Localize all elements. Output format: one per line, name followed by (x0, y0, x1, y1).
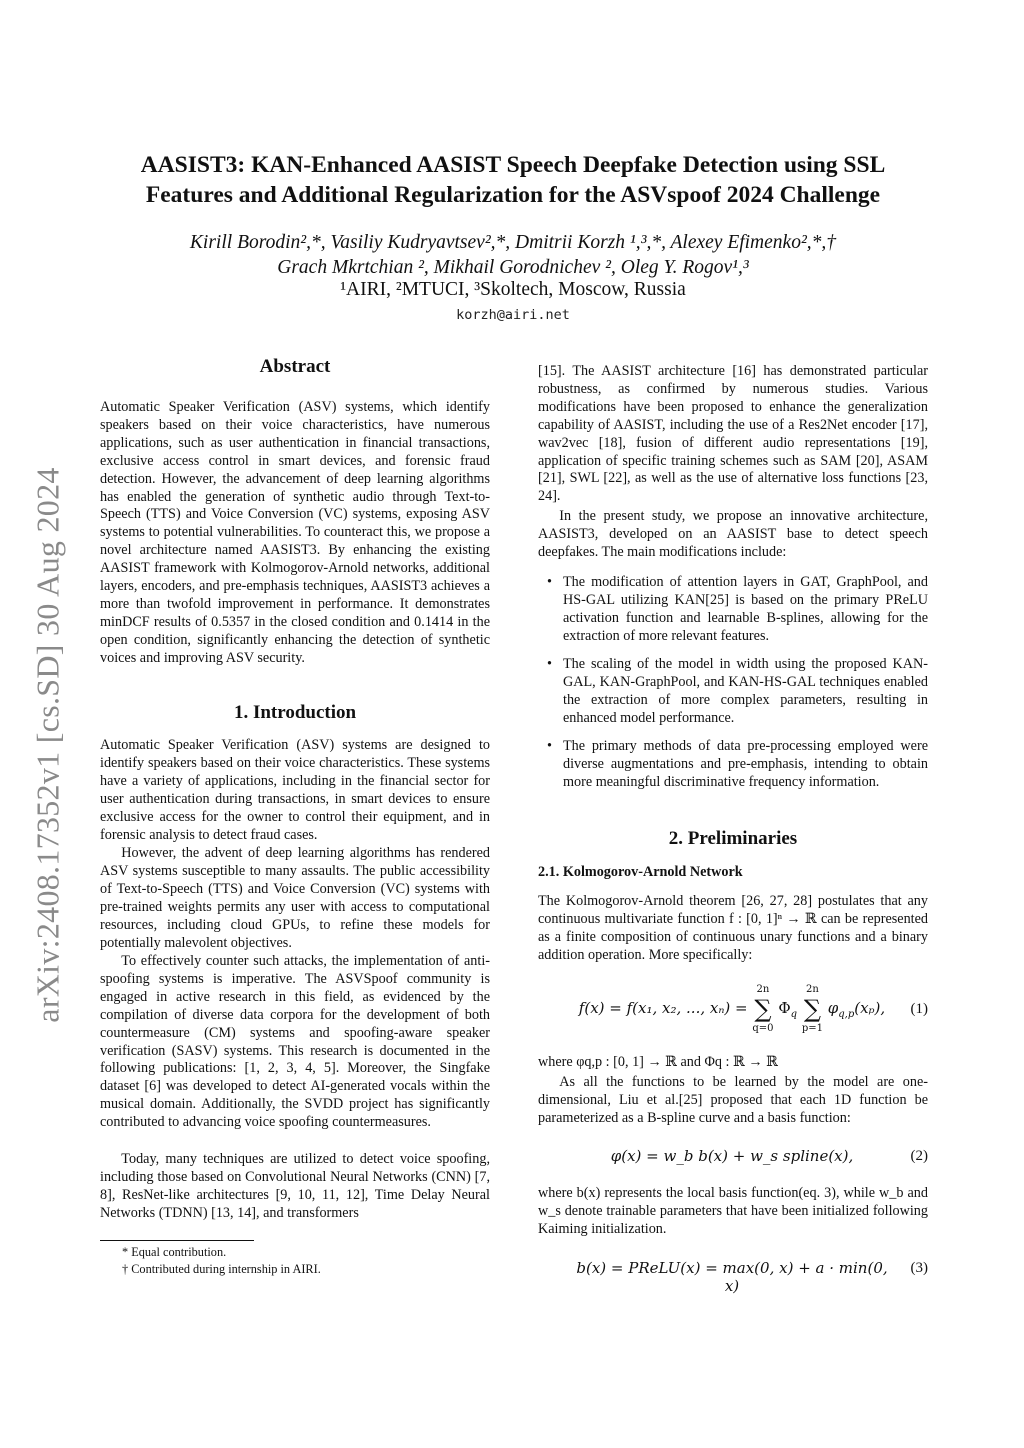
contribution-bullet-2 (547, 656, 928, 728)
sigma-symbol: ∑ (754, 995, 772, 1023)
footnote-equal-contribution: * Equal contribution. (122, 1245, 227, 1259)
inner-phi: φ (827, 999, 839, 1017)
sum-p (802, 983, 823, 1035)
sum-p-upper: 2n (805, 984, 819, 995)
bullet-symbol: • (547, 574, 552, 590)
arxiv-stamp-text: arXiv:2408.17352v1 [cs.SD] 30 Aug 2024 (29, 467, 66, 1023)
authors-line-1: Kirill Borodin²,*, Vasiliy Kudryavtsev²,*, Dmitrii Korzh ¹,³,*, Alexey Efimenko²,*,† (189, 232, 837, 253)
title-line-2: Features and Additional Regularization for the ASVspoof 2024 Challenge (145, 182, 881, 208)
basis-paragraph: where b(x) represents the local basis function(eq. 3), while w_b and w_s denote trainable parameters that have been initialized following Kaiming initialization. (538, 1185, 928, 1237)
right-paragraph-2: In the present study, we propose an innovative architecture, AASIST3, developed on an AASIST base to detect speech deepfakes. The main modifications include: (538, 508, 928, 560)
bullet-text: The scaling of the model in width using the proposed KAN-GAL, KAN-GraphPool, and KAN-HS-GAL techniques enabled the extraction of more complex parameters, resulting in enhanced model performance. (563, 656, 928, 726)
sum-p-lower: p=1 (801, 1023, 823, 1034)
kan-subheading: 2.1. Kolmogorov-Arnold Network (538, 864, 743, 880)
sum-q-lower: q=0 (752, 1023, 774, 1034)
arxiv-stamp (26, 445, 70, 1045)
sum-q-upper: 2n (756, 984, 770, 995)
right-paragraph-1: [15]. The AASIST architecture [16] has demonstrated particular robustness, as confirmed by numerous studies. Various modifications have been proposed to enhance the generalization capability of AASIST, including the use of a Res2Net encoder [17], wav2vec [18], fusion of different audio representations [19], application of specific training schemes such as SAM [20], ASAM [21], SWL [22], as well as the use of alternative loss functions [23, 24]. (538, 363, 928, 505)
equation-2 (538, 1148, 928, 1170)
abstract-heading: Abstract (259, 356, 331, 377)
outer-phi: Φ (778, 999, 791, 1017)
phi-definition: where φq,p : [0, 1] → ℝ and Φq : ℝ → ℝ (538, 1054, 778, 1070)
sum-q (752, 983, 773, 1035)
intro-paragraph-4: Today, many techniques are utilized to detect voice spoofing, including those based on Convolutional Neural Networks (CNN) [7, 8], ResNet-like architectures [9, 10, 11, 12], Time Delay Neural Networks (TDNN) [13, 14], and transformers (100, 1151, 490, 1221)
eq1-left: f(x) = f(x₁, x₂, ..., xₙ) = (578, 999, 753, 1017)
footnote-rule (100, 1240, 254, 1241)
preliminaries-heading: 2. Preliminaries (668, 828, 798, 849)
bspline-paragraph: As all the functions to be learned by the model are one-dimensional, Liu et al.[25] proposed that each 1D function be parameterized as a B-spline curve and a basis function: (538, 1074, 928, 1126)
equation-3 (538, 1259, 928, 1295)
contribution-bullet-3 (547, 738, 928, 792)
inner-function (827, 999, 886, 1020)
equation-3-number: (3) (910, 1260, 928, 1276)
contribution-bullet-1 (547, 574, 928, 646)
intro-paragraph-1: Automatic Speaker Verification (ASV) systems are designed to identify speakers based on their voice characteristics. These systems have a variety of applications, including in the financial sector for user authentication during transactions, in smart devices to ensure exclusive access for the owner to control their equipment, and in forensic analysis to detect fraud cases. (100, 737, 490, 843)
intro-paragraph-2: However, the advent of deep learning algorithms has rendered ASV systems susceptible to many assaults. The public accessibility of Text-to-Speech (TTS) and Voice Conversion (VC) systems with pre-trained weights permits any user with access to computational resources, including cloud GPUs, to refine these models for potentially malevolent objectives. (100, 845, 490, 951)
intro-paragraph-3: To effectively counter such attacks, the implementation of anti-spoofing systems is imperative. The ASVSpoof community is engaged in active research in this field, as evidenced by the compilation of diverse data corpora for the development of both countermeasure (CM) systems and spoofing-aware speaker verification (SASV) systems. This research is documented in the following publications: [1, 2, 3, 4, 5]. Moreover, the Singfake dataset [6] was developed to detect AI-generated vocals within the musical domain. Additionally, the SVDD project has significantly contributed to advancing voice spoofing countermeasures. (100, 953, 490, 1131)
introduction-heading: 1. Introduction (233, 702, 357, 723)
outer-phi-sub: q (790, 1009, 798, 1020)
equation-2-number: (2) (910, 1148, 928, 1164)
bullet-text: The primary methods of data pre-processing employed were diverse augmentations and pre-emphasis, intending to obtain more meaningful discriminative frequency information. (563, 738, 928, 790)
paper-title (100, 150, 926, 210)
equation-1-body (576, 983, 888, 1035)
sigma-symbol: ∑ (803, 995, 821, 1023)
bullet-symbol: • (547, 656, 552, 672)
equation-2-body: φ(x) = w_b b(x) + w_s spline(x), (610, 1147, 854, 1165)
equation-1 (538, 983, 928, 1053)
abstract-text: Automatic Speaker Verification (ASV) systems, which identify speakers based on their voice characteristics, have numerous applications, such as user authentication in financial transactions, exclusive access control in smart devices, and forensic fraud detection. However, the advancement of deep learning algorithms has enabled the generation of synthetic audio through Text-to-Speech (TTS) and Voice Conversion (VC) systems, exposing ASV systems to potential vulnerabilities. To counteract this, we propose a novel architecture named AASIST3. By enhancing the existing AASIST framework with Kolmogorov-Arnold networks, additional layers, encoders, and pre-emphasis techniques, AASIST3 achieves a more than twofold improvement in performance. It demonstrates minDCF results of 0.5357 in the closed condition and 0.1414 in the open condition, significantly enhancing the detection of synthetic voices and improving ASV security. (100, 399, 490, 666)
bullet-text: The modification of attention layers in GAT, GraphPool, and HS-GAL utilizing KAN[25] is based on the primary PReLU activation function and learnable B-splines, allowing for the extraction of more relevant features. (563, 574, 928, 644)
inner-phi-sub: q,p (838, 1009, 855, 1020)
bullet-symbol: • (547, 738, 552, 754)
footnote-internship: † Contributed during internship in AIRI. (122, 1262, 321, 1276)
equation-1-number: (1) (910, 1001, 928, 1017)
contact-email[interactable]: korzh@airi.net (456, 307, 570, 323)
outer-function (778, 999, 798, 1020)
title-line-1: AASIST3: KAN-Enhanced AASIST Speech Deepfake Detection using SSL (140, 152, 886, 178)
authors-line-2: Grach Mkrtchian ², Mikhail Gorodnichev ², Oleg Y. Rogov¹,³ (277, 257, 749, 278)
equation-3-body: b(x) = PReLU(x) = max(0, x) + a · min(0, x) (576, 1259, 888, 1295)
author-list (100, 230, 926, 280)
kan-paragraph: The Kolmogorov-Arnold theorem [26, 27, 28] postulates that any continuous multivariate function f : [0, 1]ⁿ → ℝ can be represented as a finite composition of continuous unary functions and a binary addition operation. More specifically: (538, 893, 928, 963)
inner-phi-arg: (xₚ), (854, 999, 886, 1017)
affiliations: ¹AIRI, ²MTUCI, ³Skoltech, Moscow, Russia (340, 279, 686, 300)
